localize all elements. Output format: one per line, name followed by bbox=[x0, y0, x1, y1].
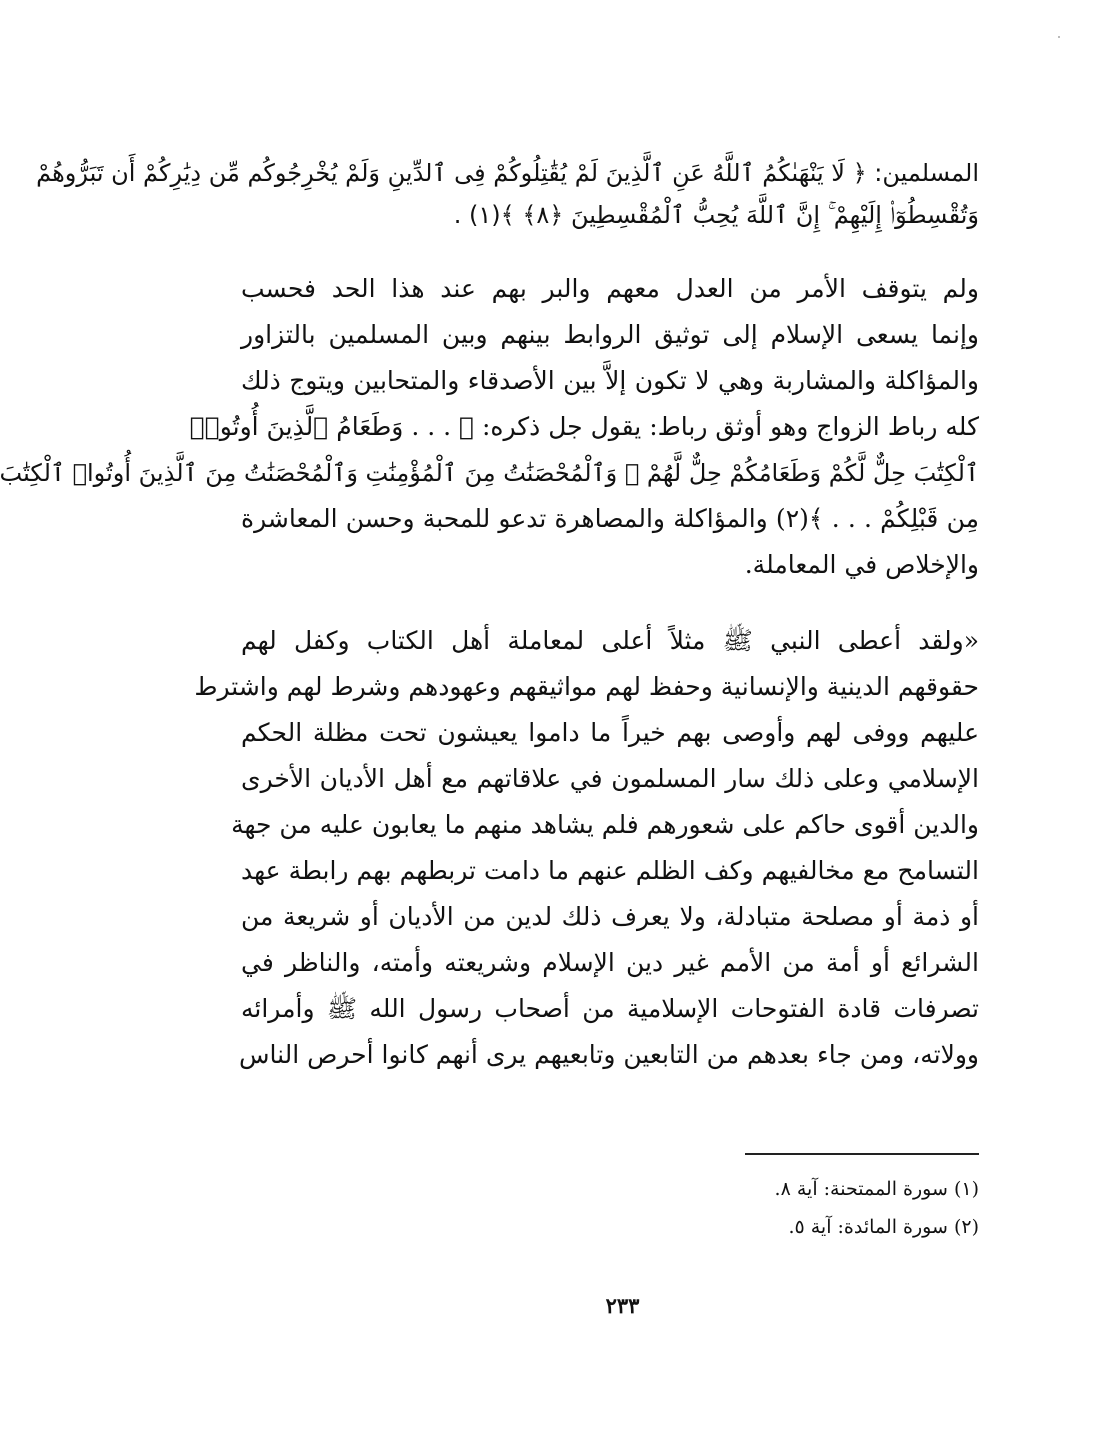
footnote-item: (٢) سورة المائدة: آية ٥. bbox=[788, 1216, 979, 1238]
paragraph-line: والدين أقوى حاكم على شعورهم فلم يشاهد منهم ما يعابون عليه من جهة bbox=[231, 810, 979, 839]
paragraph-line: ٱلْكِتَٰبَ حِلٌّ لَّكُمْ وَطَعَامُكُمْ حِلٌّ لَّهُمْ ۖ وَٱلْمُحْصَنَٰتُ مِنَ ٱلْمُؤْمِنَٰتِ وَٱلْمُحْصَنَٰتُ مِنَ ٱلَّذِينَ أُوتُوا۟ ٱلْكِتَٰبَ bbox=[0, 459, 979, 487]
paragraph-line: كله رباط الزواج وهو أوثق رباط: يقول جل ذكره: ﴿ . . . وَطَعَامُ ٱلَّذِينَ أُوتُوا۟ bbox=[189, 412, 979, 441]
paragraph-line: والإخلاص في المعاملة. bbox=[744, 550, 979, 579]
paragraph-line: المسلمين: ﴿ لَا يَنْهَىٰكُمُ ٱللَّهُ عَنِ ٱلَّذِينَ لَمْ يُقَٰتِلُوكُمْ فِى ٱلدِّينِ وَلَمْ يُخْرِجُوكُم مِّن دِيَٰرِكُمْ أَن تَبَرُّوهُمْ bbox=[36, 159, 979, 187]
paragraph-line: حقوقهم الدينية والإنسانية وحفظ لهم مواثيقهم وعهودهم وشرط لهم واشترط bbox=[194, 672, 979, 701]
paragraph-line: وولاته، ومن جاء بعدهم من التابعين وتابعيهم يرى أنهم كانوا أحرص الناس bbox=[238, 1040, 979, 1069]
paragraph-line: أو ذمة أو مصلحة متبادلة، ولا يعرف ذلك لدين من الأديان أو شريعة من bbox=[241, 902, 979, 931]
footnote-item: (١) سورة الممتحنة: آية ٨. bbox=[774, 1178, 979, 1200]
paragraph-line: الإسلامي وعلى ذلك سار المسلمون في علاقاتهم مع أهل الأديان الأخرى bbox=[241, 764, 979, 793]
footnotes bbox=[579, 1170, 979, 1246]
paragraph-line: تصرفات قادة الفتوحات الإسلامية من أصحاب رسول الله ﷺ وأمرائه bbox=[241, 994, 979, 1023]
paragraph-line: والمؤاكلة والمشاربة وهي لا تكون إلاَّ بين الأصدقاء والمتحابين ويتوج ذلك bbox=[241, 366, 979, 395]
paragraph-line: «ولقد أعطى النبي ﷺ مثلاً أعلى لمعاملة أهل الكتاب وكفل لهم bbox=[241, 626, 979, 655]
paragraph-marriage-ties bbox=[0, 266, 979, 588]
page-body bbox=[0, 152, 979, 1108]
paragraph-line: وَتُقْسِطُوٓا۟ إِلَيْهِمْ ۚ إِنَّ ٱللَّهَ يُحِبُّ ٱلْمُقْسِطِينَ ﴿٨﴾ ﴾(١) . bbox=[453, 201, 979, 229]
paragraph-quran-verse-intro bbox=[36, 152, 979, 236]
paragraph-line: عليهم ووفى لهم وأوصى بهم خيراً ما داموا يعيشون تحت مظلة الحكم bbox=[241, 718, 979, 747]
paragraph-line: وإنما يسعى الإسلام إلى توثيق الروابط بينهم وبين المسلمين بالتزاور bbox=[241, 320, 979, 349]
paragraph-line: مِن قَبْلِكُمْ . . . ﴾(٢) والمؤاكلة والمصاهرة تدعو للمحبة وحسن المعاشرة bbox=[241, 504, 979, 533]
footnote-separator bbox=[745, 1153, 979, 1155]
page-number: ٢٣٣ bbox=[605, 1293, 640, 1318]
paragraph-line: الشرائع أو أمة من الأمم غير دين الإسلام وشريعته وأمته، والناظر في bbox=[241, 948, 979, 977]
paragraph-line: التسامح مع مخالفيهم وكف الظلم عنهم ما دامت تربطهم بهم رابطة عهد bbox=[241, 856, 979, 885]
paragraph-line: ولم يتوقف الأمر من العدل معهم والبر بهم عند هذا الحد فحسب bbox=[241, 274, 979, 303]
page-edge-mark bbox=[1058, 36, 1060, 38]
paragraph-prophet-example bbox=[194, 618, 979, 1078]
